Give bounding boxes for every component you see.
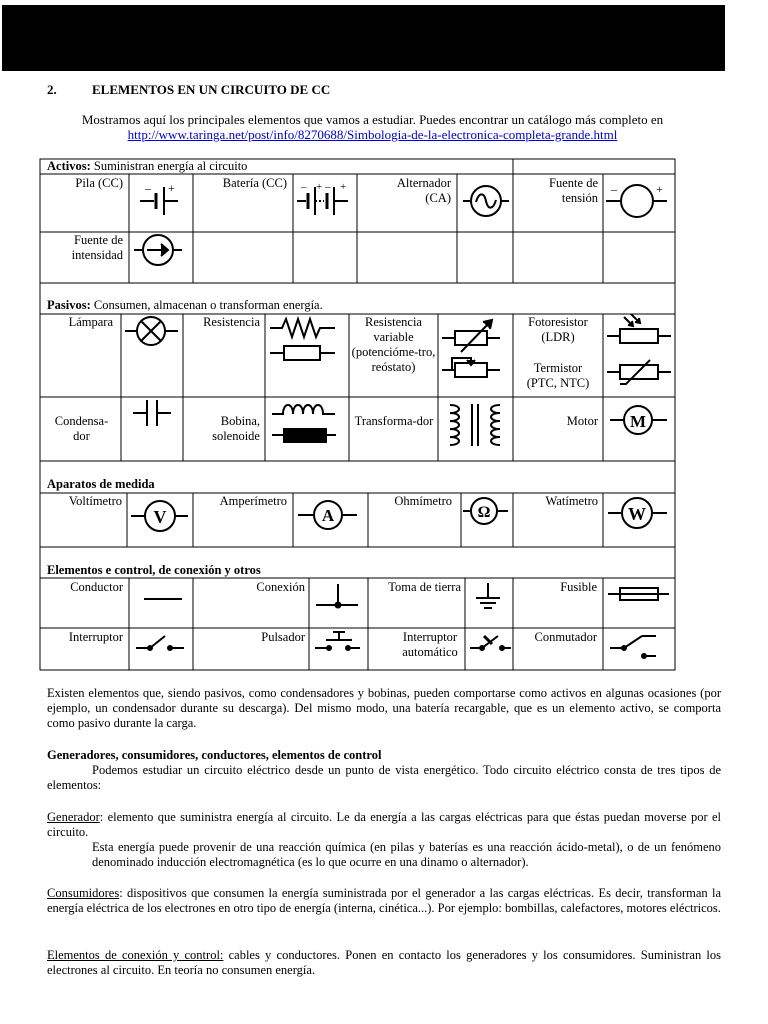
motor-label: Motor — [566, 414, 598, 428]
control-section-title: Elementos e control, de conexión y otros — [47, 563, 261, 577]
condensador-symbol-icon — [133, 400, 171, 426]
transformador-label: Transforma-dor — [354, 414, 434, 428]
activos-section-title: Activos: Suministran energía al circuito — [47, 159, 248, 173]
pulsador-label: Pulsador — [261, 630, 305, 644]
termistor-label: Termistor (PTC, NTC) — [526, 361, 590, 390]
fuente-tension-label: Fuente de tensión — [549, 176, 598, 205]
svg-text:+: + — [316, 181, 323, 193]
paragraph-estudio-energetico: Podemos estudiar un circuito eléctrico desde un punto de vista energético. Todo circuito eléctrico consta de tres tipos de elementos: — [47, 763, 721, 792]
alternador-label: Alternador (CA) — [396, 176, 451, 205]
bateria-symbol-icon — [297, 181, 348, 215]
intro-text: Mostramos aquí los principales elementos que vamos a estudiar. Puedes encontrar un catálogo más completo en — [81, 112, 664, 127]
fuente-tension-symbol-icon — [606, 182, 667, 217]
resistencia-symbol-icon — [270, 319, 335, 360]
conmutador-label: Conmutador — [534, 630, 597, 644]
toma-tierra-symbol-icon — [476, 583, 500, 608]
svg-text:Ω: Ω — [477, 504, 491, 521]
bobina-symbol-icon — [272, 405, 336, 442]
svg-text:V: V — [153, 507, 167, 527]
elementos-term: Elementos de conexión y control: — [47, 948, 224, 962]
resistencia-variable-label: Resistencia variable (potencióme-tro, reóstato) — [351, 315, 436, 374]
fusible-symbol-icon — [608, 588, 669, 600]
section-title: ELEMENTOS EN UN CIRCUITO DE CC — [92, 82, 331, 97]
transformador-symbol-icon — [450, 404, 500, 446]
fuente-intensidad-label: Fuente de intensidad — [71, 233, 123, 262]
fotoresistor-label: Fotoresistor (LDR) — [528, 315, 588, 344]
svg-text:A: A — [321, 506, 335, 525]
bateria-label: Batería (CC) — [222, 176, 287, 190]
fuente-intensidad-symbol-icon — [134, 235, 182, 265]
fusible-label: Fusible — [560, 580, 597, 594]
pila-symbol-icon — [140, 181, 178, 215]
ohmimetro-label: Ohmímetro — [394, 494, 452, 508]
consumidores-term: Consumidores — [47, 886, 120, 900]
alternador-symbol-icon — [463, 186, 509, 216]
section-number: 2. — [47, 82, 57, 97]
interruptor-label: Interruptor — [68, 630, 123, 644]
svg-text:–: – — [325, 181, 331, 193]
svg-text:+: + — [168, 181, 175, 195]
voltimetro-symbol-icon — [131, 501, 188, 531]
interruptor-automatico-symbol-icon — [470, 636, 511, 650]
toma-tierra-label: Toma de tierra — [388, 580, 461, 594]
subheading-generadores: Generadores, consumidores, conductores, elementos de control — [47, 748, 382, 762]
resistencia-label: Resistencia — [203, 315, 260, 329]
lampara-symbol-icon — [125, 317, 178, 345]
amperimetro-symbol-icon — [298, 501, 357, 529]
fotoresistor-symbol-icon — [607, 314, 671, 343]
generador-detail: Esta energía puede provenir de una reacción química (en pilas y baterías es una reacción ácido-metal), o de un fenómeno denominado inducción electromagnética (es lo que ocurre en una dinamo o alternador). — [92, 840, 721, 869]
medida-section-title: Aparatos de medida — [47, 477, 155, 491]
svg-text:–: – — [611, 182, 617, 196]
elementos-definition: Elementos de conexión y control: cables y conductores. Ponen en contacto los generadores y los consumidores. Suministran los electrones al circuito. En teoría no consumen energía. — [47, 948, 721, 977]
bobina-label: Bobina, solenoide — [212, 414, 260, 443]
svg-text:M: M — [629, 412, 647, 431]
lampara-label: Lámpara — [68, 315, 113, 329]
conexion-symbol-icon — [316, 584, 358, 608]
svg-text:+: + — [656, 182, 663, 196]
consumidores-definition: Consumidores: dispositivos que consumen la energía suministrada por el generador a las cargas eléctricas. Es decir, transforman la energía eléctrica de los electrones en otro tipo de energía (interna, cinética...). Por ejemplo: bombillas, calefactores, motores eléctricos. — [47, 886, 721, 915]
svg-text:–: – — [301, 181, 307, 193]
watimetro-symbol-icon — [608, 498, 667, 528]
svg-text:+: + — [340, 181, 347, 193]
generador-term: Generador — [47, 810, 100, 824]
resistencia-variable-symbol-icon — [442, 320, 500, 377]
ohmimetro-symbol-icon — [463, 498, 508, 524]
pila-label: Pila (CC) — [75, 176, 123, 190]
interruptor-automatico-label: Interruptor automático — [402, 630, 458, 659]
conductor-label: Conductor — [70, 580, 123, 594]
catalog-link[interactable]: http://www.taringa.net/post/info/8270688/Simbologia-de-la-electronica-completa-grande.html — [127, 127, 618, 142]
generador-definition: Generador: elemento que suministra energía al circuito. Le da energía a las cargas eléctricas para que éstas puedan moverse por el circuito. — [47, 810, 721, 839]
watimetro-label: Watímetro — [545, 494, 598, 508]
paragraph-activos-pasivos: Existen elementos que, siendo pasivos, como condensadores y bobinas, pueden comportarse como activos en algunas ocasiones (por ejemplo, un condensador durante su descarga). Del mismo modo, una batería recargable, que es un elemento activo, se comporta como pasivo durante la carga. — [47, 686, 721, 730]
voltimetro-label: Voltímetro — [68, 494, 122, 508]
pulsador-symbol-icon — [315, 632, 360, 650]
termistor-symbol-icon — [607, 360, 671, 384]
svg-text:–: – — [145, 181, 151, 195]
svg-text:W: W — [628, 504, 646, 524]
conexion-label: Conexión — [256, 580, 305, 594]
amperimetro-label: Amperímetro — [219, 494, 287, 508]
interruptor-symbol-icon — [136, 636, 184, 650]
condensador-label: Condensa-dor — [54, 414, 109, 443]
motor-symbol-icon — [610, 406, 667, 434]
conmutador-symbol-icon — [610, 636, 656, 658]
pasivos-section-title: Pasivos: Consumen, almacenan o transforman energía. — [47, 298, 323, 312]
